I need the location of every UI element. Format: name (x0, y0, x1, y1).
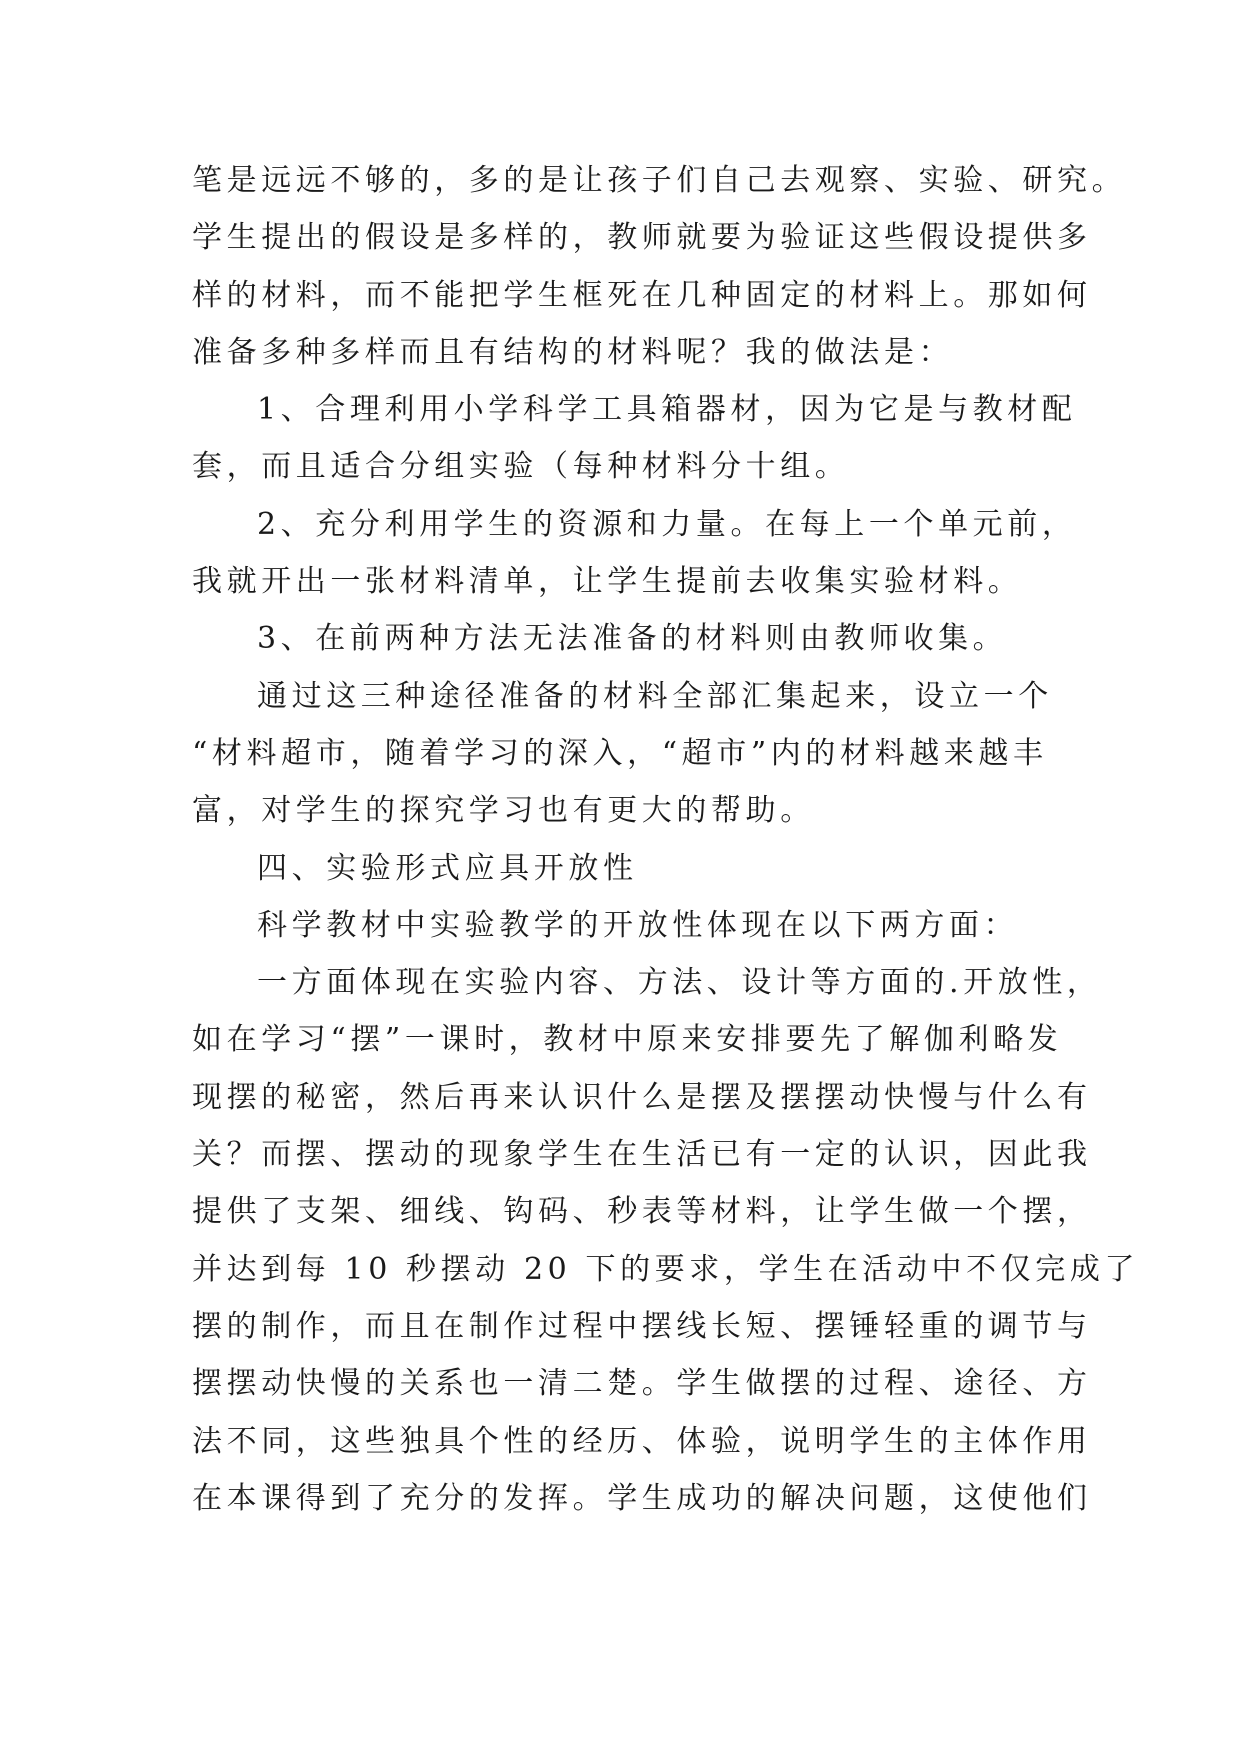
text-line: 套，而且适合分组实验（每种材料分十组。 (192, 449, 850, 485)
text-line: 在本课得到了充分的发挥。学生成功的解决问题，这使他们 (192, 1480, 1092, 1516)
text-line: 关？而摆、摆动的现象学生在生活已有一定的认识，因此我 (192, 1137, 1092, 1173)
text-line: 摆的制作，而且在制作过程中摆线长短、摆锤轻重的调节与 (192, 1308, 1092, 1344)
text-line: 2、充分利用学生的资源和力量。在每上一个单元前， (257, 506, 1077, 542)
body-text (192, 152, 1140, 1527)
text-line: 一方面体现在实验内容、方法、设计等方面的.开放性， (257, 965, 1102, 1001)
text-line: 准备多种多样而且有结构的材料呢？我的做法是： (192, 334, 954, 370)
text-line: “材料超市，随着学习的深入，“超市”内的材料越来越丰 (192, 735, 1048, 771)
text-line: 科学教材中实验教学的开放性体现在以下两方面： (257, 907, 1019, 943)
text-line: 笔是远远不够的，多的是让孩子们自己去观察、实验、研究。 (192, 163, 1127, 198)
text-line: 如在学习“摆”一课时，教材中原来安排要先了解伽利略发 (192, 1022, 1063, 1058)
text-line: 通过这三种途径准备的材料全部汇集起来，设立一个 (257, 678, 1053, 714)
text-line: 摆摆动快慢的关系也一清二楚。学生做摆的过程、途径、方 (192, 1366, 1092, 1402)
text-line: 我就开出一张材料清单，让学生提前去收集实验材料。 (192, 564, 1023, 600)
text-line: 富，对学生的探究学习也有更大的帮助。 (192, 793, 815, 829)
text-line: 四、实验形式应具开放性 (257, 850, 638, 886)
text-line: 提供了支架、细线、钩码、秒表等材料，让学生做一个摆， (192, 1194, 1092, 1230)
text-line: 样的材料，而不能把学生框死在几种固定的材料上。那如何 (192, 277, 1092, 313)
text-line: 并达到每 10 秒摆动 20 下的要求，学生在活动中不仅完成了 (192, 1251, 1140, 1287)
text-line: 1、合理利用小学科学工具箱器材，因为它是与教材配 (257, 392, 1077, 428)
text-line: 学生提出的假设是多样的，教师就要为验证这些假设提供多 (192, 220, 1092, 256)
text-line: 法不同，这些独具个性的经历、体验，说明学生的主体作用 (192, 1423, 1092, 1459)
text-line: 3、在前两种方法无法准备的材料则由教师收集。 (257, 621, 1008, 657)
text-line: 现摆的秘密，然后再来认识什么是摆及摆摆动快慢与什么有 (192, 1079, 1092, 1115)
